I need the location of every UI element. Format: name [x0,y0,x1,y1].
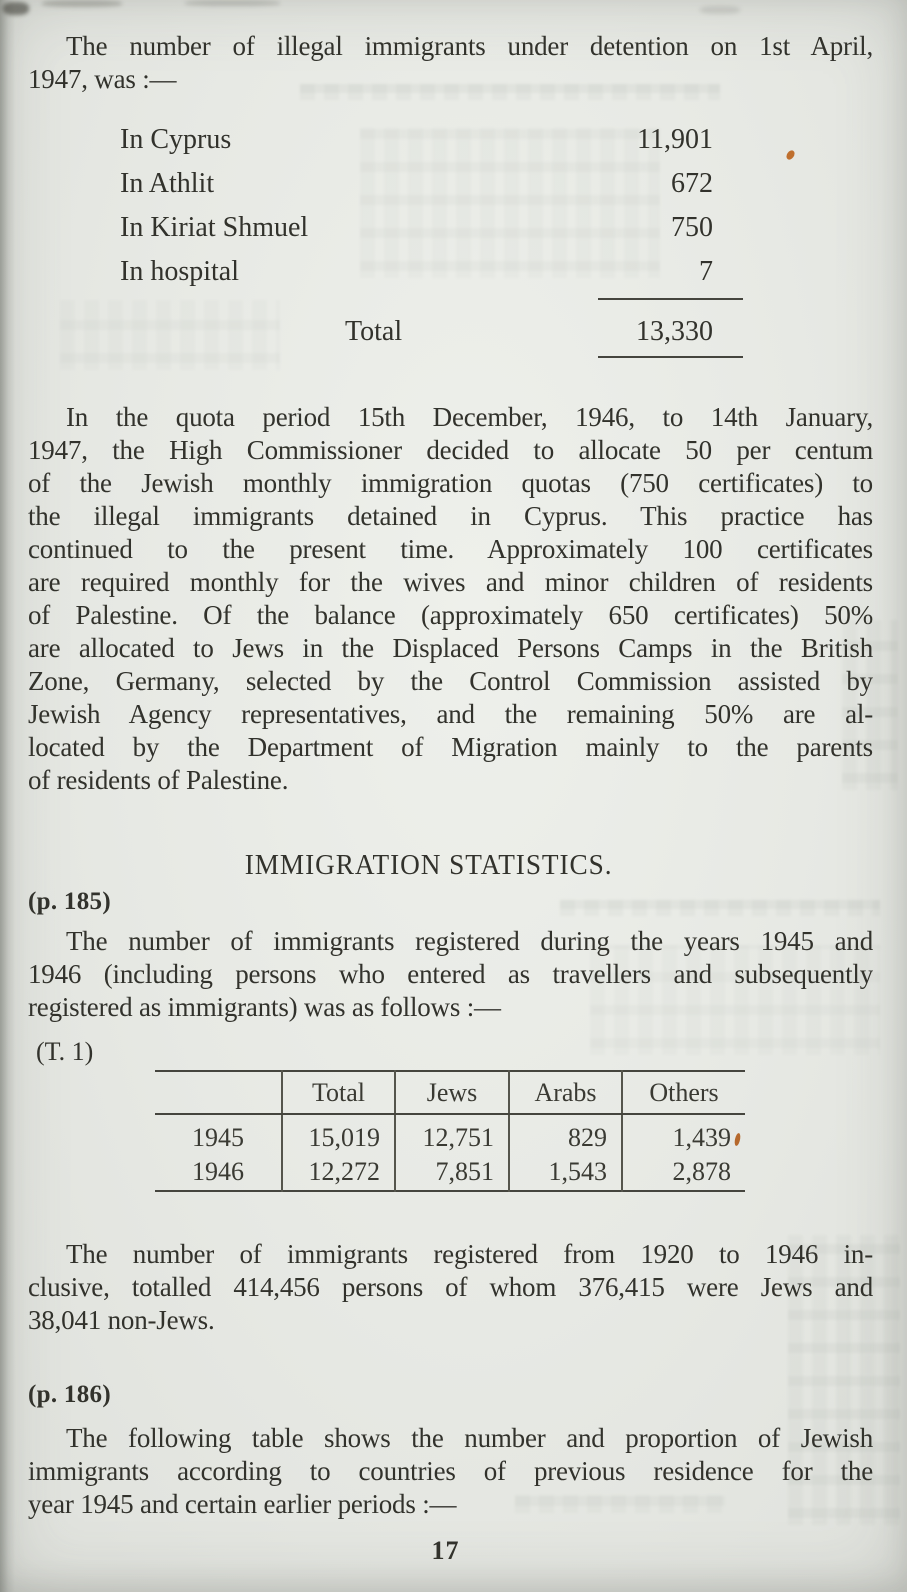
table-cell-year: 1945 [192,1123,244,1152]
text-line: continued to the present time. Approximately 100 certificates [28,534,873,564]
table-row [155,1153,745,1191]
list-item-value: 750 [671,212,713,243]
paragraph-detention-intro [28,30,873,96]
text-line: of Palestine. Of the balance (approximately 650 certificates) 50% [28,600,873,630]
list-item [28,118,713,162]
table-cell-jews: 7,851 [395,1153,509,1191]
page-gutter-shadow [0,0,15,1592]
table-header-jews: Jews [395,1071,509,1114]
text-line: of residents of Palestine. [28,765,289,795]
total-rule-bottom [598,356,743,358]
text-line: The following table shows the number and proportion of Jewish [66,1423,873,1453]
table-cell-others: 1,439 [622,1114,745,1153]
text-line: The number of immigrants registered from 1920 to 1946 in- [66,1239,873,1269]
text-line: are allocated to Jews in the Displaced Persons Camps in the British [28,633,873,663]
table-cell-arabs: 829 [509,1114,622,1153]
list-item [28,250,713,294]
table-header-blank [155,1071,282,1114]
list-item [28,162,713,206]
table-cell-total: 15,019 [282,1114,395,1153]
text-line: located by the Department of Migration mainly to the parents [28,732,873,762]
text-line: 1946 (including persons who entered as travellers and subsequently [28,959,873,989]
text-line: Zone, Germany, selected by the Control Commission assisted by [28,666,873,696]
text-line: of the Jewish monthly immigration quotas (750 certificates) to [28,468,873,498]
text-line: 1947, the High Commissioner decided to allocate 50 per centum [28,435,873,465]
page-content [28,0,873,1566]
table-header-others: Others [622,1071,745,1114]
total-rule-top [598,298,743,300]
list-item-label: In hospital [120,256,239,287]
total-row [28,310,713,354]
detention-list [28,118,713,358]
table-reference: (T. 1) [36,1037,94,1066]
list-item-value: 672 [671,168,713,199]
table-cell-year: 1946 [192,1156,244,1186]
table-row [155,1114,745,1153]
text-line: 1947, was :— [28,64,177,94]
text-line: Jewish Agency representatives, and the remaining 50% are al- [28,699,873,729]
text-line: are required monthly for the wives and minor children of residents [28,567,873,597]
text-line: the illegal immigrants detained in Cyprus. This practice has [28,501,873,531]
immigration-table [155,1070,745,1192]
list-item-value: 11,901 [637,124,713,155]
paragraph-cumulative [28,1238,873,1337]
text-line: immigrants according to countries of previous residence for the [28,1456,873,1486]
table-header-arabs: Arabs [509,1071,622,1114]
table-cell-arabs: 1,543 [509,1153,622,1191]
list-item-label: In Athlit [120,168,215,199]
list-item-label: In Cyprus [120,124,232,155]
text-line: registered as immigrants) was as follows :— [28,992,501,1022]
page-number: 17 [431,1536,460,1565]
table-header-row [155,1071,745,1114]
text-line: The number of immigrants registered during the years 1945 and [66,926,873,956]
page-reference: (p. 186) [28,1381,111,1408]
table-cell-total: 12,272 [282,1153,395,1191]
table-cell-jews: 12,751 [395,1114,509,1153]
total-value: 13,330 [636,316,713,347]
text-line: year 1945 and certain earlier periods :— [28,1489,457,1519]
list-item-value: 7 [699,256,713,287]
table-header-total: Total [282,1071,395,1114]
paragraph-registered [28,925,873,1024]
table-cell-others: 2,878 [622,1153,745,1191]
page-reference: (p. 185) [28,888,111,915]
text-line: clusive, totalled 414,456 persons of whom 376,415 were Jews and [28,1272,873,1302]
paragraph-following-table [28,1422,873,1521]
list-item-label: In Kiriat Shmuel [120,212,309,243]
section-heading-text: IMMIGRATION STATISTICS. [244,849,613,881]
text-line: In the quota period 15th December, 1946, to 14th January, [66,402,873,432]
paragraph-quota [28,401,873,797]
section-heading [28,851,829,879]
list-item [28,206,713,250]
text-line: The number of illegal immigrants under detention on 1st April, [66,31,873,61]
text-line: 38,041 non-Jews. [28,1305,215,1335]
total-label: Total [345,316,403,347]
